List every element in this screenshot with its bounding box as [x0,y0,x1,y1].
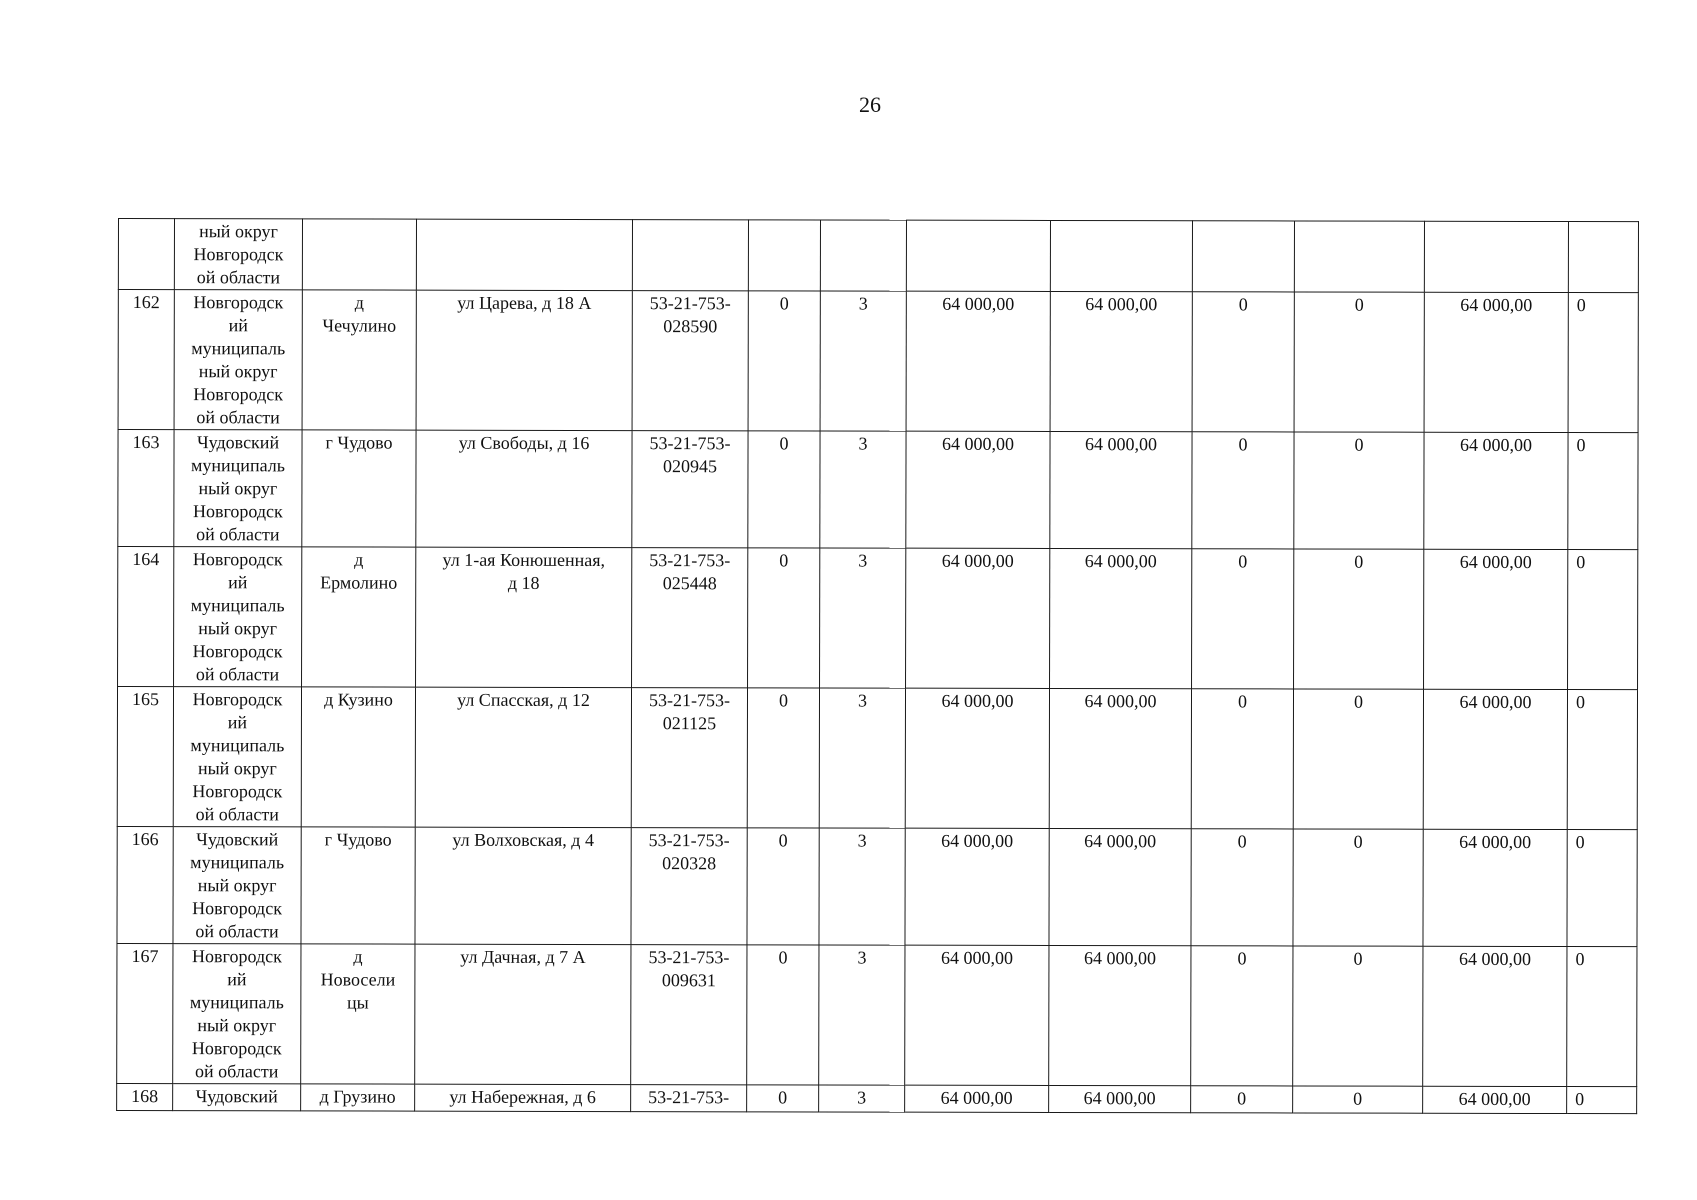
cell-code [631,688,747,828]
cell-col10: 0 [1191,829,1293,946]
cell-col9: 64 000,00 [1049,1085,1191,1112]
table-row [117,826,1637,946]
cell-number: 167 [117,943,173,1083]
cell-col7: 3 [819,688,905,828]
cell-col6: 0 [747,945,819,1085]
cell-col7: 3 [819,828,905,945]
code-line: 53-21-753- [648,830,730,851]
district-line: Новгородск [192,689,283,710]
table-row [118,547,1638,690]
cell-district [174,430,302,547]
district-line: ий [228,315,248,336]
cell-code [632,431,748,548]
district-line: Новгородск [192,641,283,662]
cell-number [118,219,174,290]
address-line: ул Спасская, д 12 [457,689,590,710]
cell-col9: 64 000,00 [1050,548,1192,688]
cell-col9: 64 000,00 [1049,945,1191,1085]
district-line: Новгородск [192,898,282,919]
cell-col6: 0 [748,431,820,548]
continuation-row [118,219,1638,293]
cell-col11: 0 [1294,292,1424,432]
cell-col8: 64 000,00 [906,431,1050,548]
address-line: ул Царева, д 18 А [457,292,592,313]
cell-code [631,1085,747,1112]
cell-col9: 64 000,00 [1049,828,1191,945]
district-line: ой области [196,407,280,428]
code-line: 53-21-753- [649,550,731,571]
settlement-line: г Чудово [325,432,393,453]
cell-col13: 0 [1567,1087,1637,1114]
cell-number: 168 [117,1083,173,1110]
settlement-line: д Кузино [324,689,393,710]
cell-col10: 0 [1192,549,1294,689]
district-line: ой области [195,921,279,942]
cell-col9: 64 000,00 [1049,688,1191,828]
code-line: 009631 [661,970,716,991]
cell-col6: 0 [747,688,819,828]
cell-col7 [820,220,906,291]
code-line: 53-21-753- [649,433,731,454]
settlement-line: д [354,292,364,313]
address-line: д 18 [507,572,540,593]
cell-col12: 64 000,00 [1423,689,1567,829]
cell-col10 [1192,221,1294,292]
district-line: Чудовский [196,829,279,850]
cell-address [416,290,632,430]
district-line: Новгородск [192,501,283,522]
cell-col6 [748,220,820,291]
cell-code [631,828,747,945]
table-body [117,219,1639,1114]
cell-code [632,220,748,291]
cell-col11: 0 [1294,549,1424,689]
code-line: 028590 [663,316,718,337]
address-line: ул Волховская, д 4 [452,829,594,850]
cell-address [415,687,631,827]
cell-number: 163 [118,430,174,547]
cell-col8: 64 000,00 [906,548,1050,688]
cell-number: 166 [117,826,173,943]
cell-col13: 0 [1567,690,1637,830]
cell-col11: 0 [1293,829,1423,946]
district-line: ный округ [198,361,278,382]
cell-number: 164 [118,547,174,687]
district-line: ный округ [199,221,278,242]
district-line: ий [228,572,248,593]
cell-district [173,687,301,827]
district-line: Новгородск [191,1038,282,1059]
cell-settlement [302,547,416,687]
cell-col8: 64 000,00 [905,1085,1049,1112]
cell-col10: 0 [1192,432,1294,549]
code-line: 020945 [662,456,718,477]
cell-col12: 64 000,00 [1423,1086,1567,1113]
cell-district [174,290,302,430]
cell-address [416,430,632,547]
cell-col12: 64 000,00 [1424,549,1568,689]
cell-address [415,827,631,944]
cell-settlement [301,944,415,1084]
district-line: Новгородск [192,781,283,802]
settlement-line: Новосели [320,969,396,990]
cell-col7: 3 [819,1085,905,1112]
code-line: 53-21-753- [648,947,730,968]
district-line: Новгородск [192,946,282,967]
table-row [117,687,1637,830]
cell-district [174,547,302,687]
district-line: ой области [196,524,280,545]
settlement-line: Чечулино [322,315,397,336]
cell-col9 [1050,220,1192,291]
district-line: ой области [196,267,281,288]
code-line: 021125 [662,713,717,734]
cell-col13: 0 [1568,550,1638,690]
code-line: 53-21-753- [648,690,730,711]
cell-col10: 0 [1191,1086,1293,1113]
cell-settlement [302,430,416,547]
settlement-line: д [354,549,364,570]
cell-col8: 64 000,00 [905,688,1049,828]
district-line: Новгородск [193,244,284,265]
district-line: Чудовский [195,1086,278,1107]
cell-district [173,827,301,944]
cell-col13: 0 [1567,947,1637,1087]
cell-district [173,1084,301,1111]
cell-col7: 3 [819,945,905,1085]
district-line: ный округ [197,1015,277,1036]
cell-col11: 0 [1293,946,1423,1086]
district-line: ный округ [197,758,277,779]
cell-col12 [1424,221,1568,292]
cell-col10: 0 [1191,689,1293,829]
district-line: муниципаль [190,852,285,873]
cell-col13: 0 [1568,293,1638,433]
district-line: Чудовский [196,432,280,453]
cell-settlement [301,1084,415,1111]
district-line: муниципаль [189,992,284,1013]
settlement-line: д [353,946,363,967]
cell-col11 [1294,221,1424,292]
code-line: 020328 [662,853,717,874]
cell-col11: 0 [1294,432,1424,549]
settlement-line: д Грузино [319,1086,396,1107]
cell-code [631,945,747,1085]
cell-col9: 64 000,00 [1050,291,1192,431]
table-row [118,290,1638,433]
district-line: Новгородск [192,549,283,570]
page-number: 26 [859,92,881,117]
cell-col11: 0 [1293,689,1423,829]
registry-table [116,218,1639,1114]
cell-col12: 64 000,00 [1423,946,1567,1086]
cell-col12: 64 000,00 [1423,829,1567,946]
cell-col12: 64 000,00 [1424,432,1568,549]
cell-number: 165 [117,687,173,827]
cell-col7: 3 [820,431,906,548]
code-line: 53-21-753- [649,293,731,314]
table-row [118,430,1638,550]
district-line: ный округ [198,618,278,639]
table-row [117,1083,1637,1113]
cell-col6: 0 [747,828,819,945]
cell-number: 162 [118,290,174,430]
cell-col10: 0 [1192,292,1294,432]
district-line: Новгородск [193,384,284,405]
address-line: ул 1-ая Конюшенная, [442,549,606,571]
cell-settlement [301,687,415,827]
cell-district [174,219,302,290]
cell-address [415,944,631,1084]
cell-address [415,1084,631,1111]
cell-address [416,547,632,687]
cell-col11: 0 [1293,1086,1423,1113]
cell-col8: 64 000,00 [906,291,1050,431]
cell-settlement [302,290,416,430]
cell-settlement [302,219,416,290]
district-line: ий [227,712,248,733]
district-line: ий [227,969,247,990]
cell-col13: 0 [1568,433,1638,550]
district-line: муниципаль [191,455,285,476]
district-line: муниципаль [190,735,285,756]
settlement-line: Ермолино [320,572,398,593]
district-line: ный округ [197,875,277,896]
address-line: ул Свободы, д 16 [458,432,590,453]
address-line: ул Набережная, д 6 [449,1086,596,1108]
cell-col6: 0 [748,291,820,431]
cell-col8 [906,220,1050,291]
cell-col10: 0 [1191,946,1293,1086]
cell-col8: 64 000,00 [905,828,1049,945]
cell-col9: 64 000,00 [1050,431,1192,548]
table-row [117,943,1637,1086]
cell-district [173,944,301,1084]
cell-col7: 3 [820,548,906,688]
code-line: 025448 [662,573,717,594]
district-line: Новгородск [193,292,284,313]
district-line: муниципаль [190,595,285,616]
cell-col13 [1568,222,1638,293]
district-line: муниципаль [191,338,286,359]
address-line: ул Дачная, д 7 А [460,946,586,967]
cell-col6: 0 [747,1085,819,1112]
district-line: ой области [195,1061,279,1082]
cell-code [632,548,748,688]
district-line: ой области [195,804,279,825]
cell-col13: 0 [1567,830,1637,947]
settlement-line: цы [346,992,369,1013]
cell-address [416,219,632,290]
registry-table-wrapper [116,218,1639,1114]
code-line: 53-21-753- [648,1087,730,1108]
cell-col7: 3 [820,291,906,431]
district-line: ный округ [198,478,278,499]
cell-settlement [301,827,415,944]
cell-col12: 64 000,00 [1424,292,1568,432]
cell-col6: 0 [748,548,820,688]
cell-col8: 64 000,00 [905,945,1049,1085]
district-line: ой области [195,664,280,685]
cell-code [632,291,748,431]
settlement-line: г Чудово [324,829,392,850]
